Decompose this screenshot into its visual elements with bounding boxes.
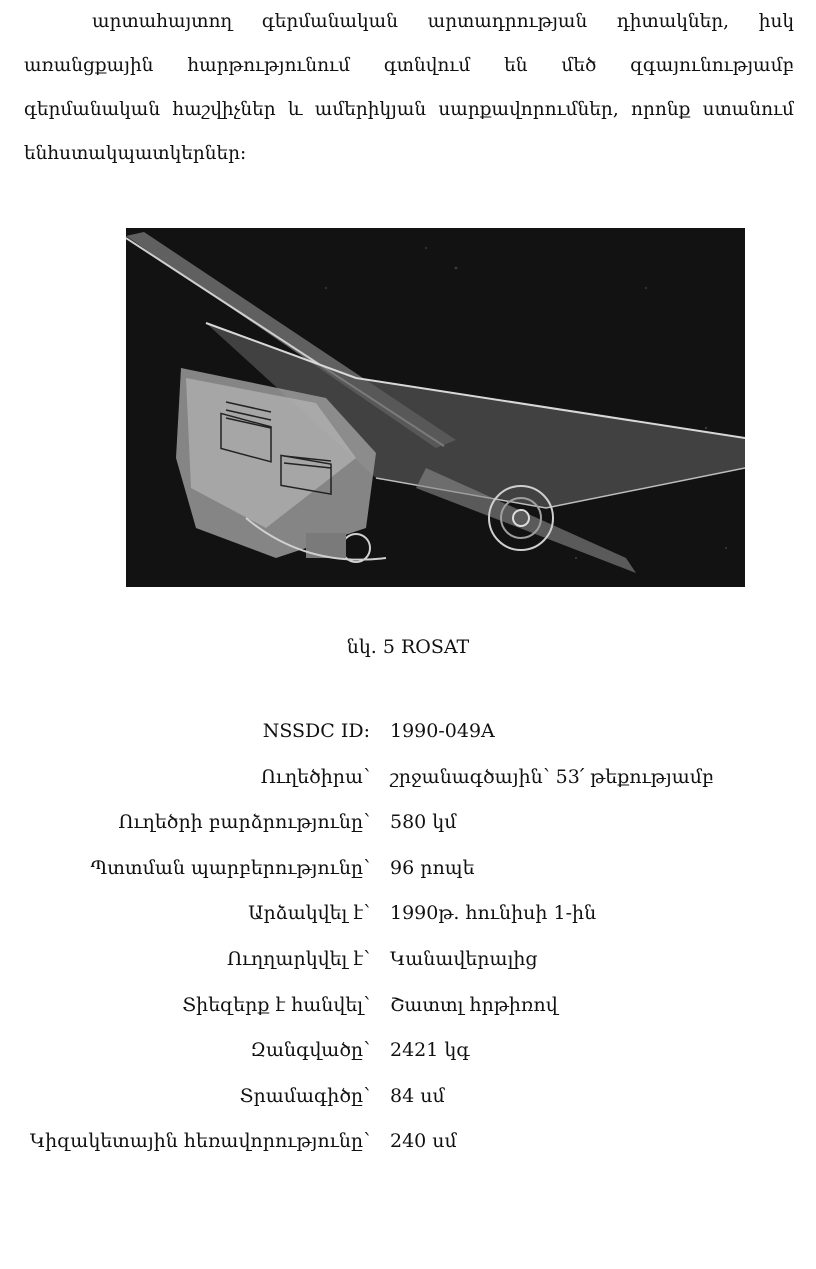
rosat-satellite-photo xyxy=(126,228,745,587)
spec-row xyxy=(0,1039,816,1079)
spec-value: շրջանագծային՝ 53՛ թեքությամբ xyxy=(390,765,714,788)
figure-caption: նկ. 5 ROSAT xyxy=(346,636,470,658)
spec-label: Ուղեծիրա՝ xyxy=(260,765,370,788)
spec-row xyxy=(0,948,816,988)
spec-row xyxy=(0,902,816,942)
paragraph-word: գտնվում xyxy=(383,55,471,76)
paragraph-word: սարքավորումներ, xyxy=(438,99,619,120)
paragraph-word: գերմանական xyxy=(24,99,161,120)
paragraph-word: որոնք xyxy=(630,99,691,120)
spec-value: 580 կմ xyxy=(390,811,457,834)
paragraph-line xyxy=(24,44,794,88)
paragraph-word: արտադրության xyxy=(427,11,588,32)
spec-label: Արձակվել է՝ xyxy=(248,902,370,925)
paragraph-word: հարթությունում xyxy=(187,55,351,76)
paragraph-word: են xyxy=(24,143,48,164)
spec-label: Զանգվածը՝ xyxy=(250,1039,370,1062)
spec-label: Ուղղարկվել է՝ xyxy=(226,948,370,970)
paragraph-line xyxy=(24,88,794,132)
spec-label: NSSDC ID: xyxy=(262,720,370,742)
body-paragraph xyxy=(24,0,794,176)
spec-row xyxy=(0,857,816,897)
spec-value: Կանավերալից xyxy=(390,948,538,970)
paragraph-word: զգայունությամբ xyxy=(630,55,794,76)
spec-value: 1990թ. հունիսի 1-ին xyxy=(390,902,597,925)
paragraph-word: մեծ xyxy=(561,55,597,76)
spec-row xyxy=(0,811,816,851)
spec-label: Կիզակետային հեռավորությունը՝ xyxy=(29,1130,370,1153)
paragraph-word: պատկերներ: xyxy=(117,143,247,164)
paragraph-word: հաշվիչներ xyxy=(172,99,276,120)
paragraph-word: են xyxy=(504,55,528,76)
paragraph-word: առանցքային xyxy=(24,55,154,76)
spec-value: 96 րոպե xyxy=(390,856,475,879)
spec-row xyxy=(0,720,816,760)
paragraph-word: գերմանական xyxy=(261,11,398,32)
spec-label: Տիեզերք է հանվել՝ xyxy=(182,993,370,1016)
paragraph-word: իսկ xyxy=(758,11,794,32)
spec-row xyxy=(0,766,816,806)
paragraph-word: հստակ xyxy=(47,143,118,164)
spec-value: 84 սմ xyxy=(390,1084,445,1107)
paragraph-line xyxy=(24,0,794,44)
paragraph-word: և xyxy=(287,99,303,120)
paragraph-line xyxy=(24,132,794,176)
satellite-image xyxy=(126,228,745,587)
paragraph-word: ամերիկյան xyxy=(314,99,427,120)
spec-label: Տրամագիծը՝ xyxy=(239,1084,370,1107)
spec-value: Շատտլ հրթիռով xyxy=(390,993,558,1016)
spec-row xyxy=(0,1085,816,1125)
spec-row xyxy=(0,1130,816,1170)
spec-label: Պտտման պարբերությունը՝ xyxy=(90,856,370,879)
paragraph-word: ստանում xyxy=(702,99,794,120)
spec-value: 1990-049A xyxy=(390,720,495,742)
spec-value: 2421 կգ xyxy=(390,1039,470,1062)
spec-value: 240 սմ xyxy=(390,1130,457,1153)
paragraph-word: դիտակներ, xyxy=(616,11,730,32)
spec-label: Ուղեծրի բարձրությունը՝ xyxy=(118,811,370,834)
spec-row xyxy=(0,994,816,1034)
paragraph-word: արտահայտող xyxy=(92,11,233,32)
